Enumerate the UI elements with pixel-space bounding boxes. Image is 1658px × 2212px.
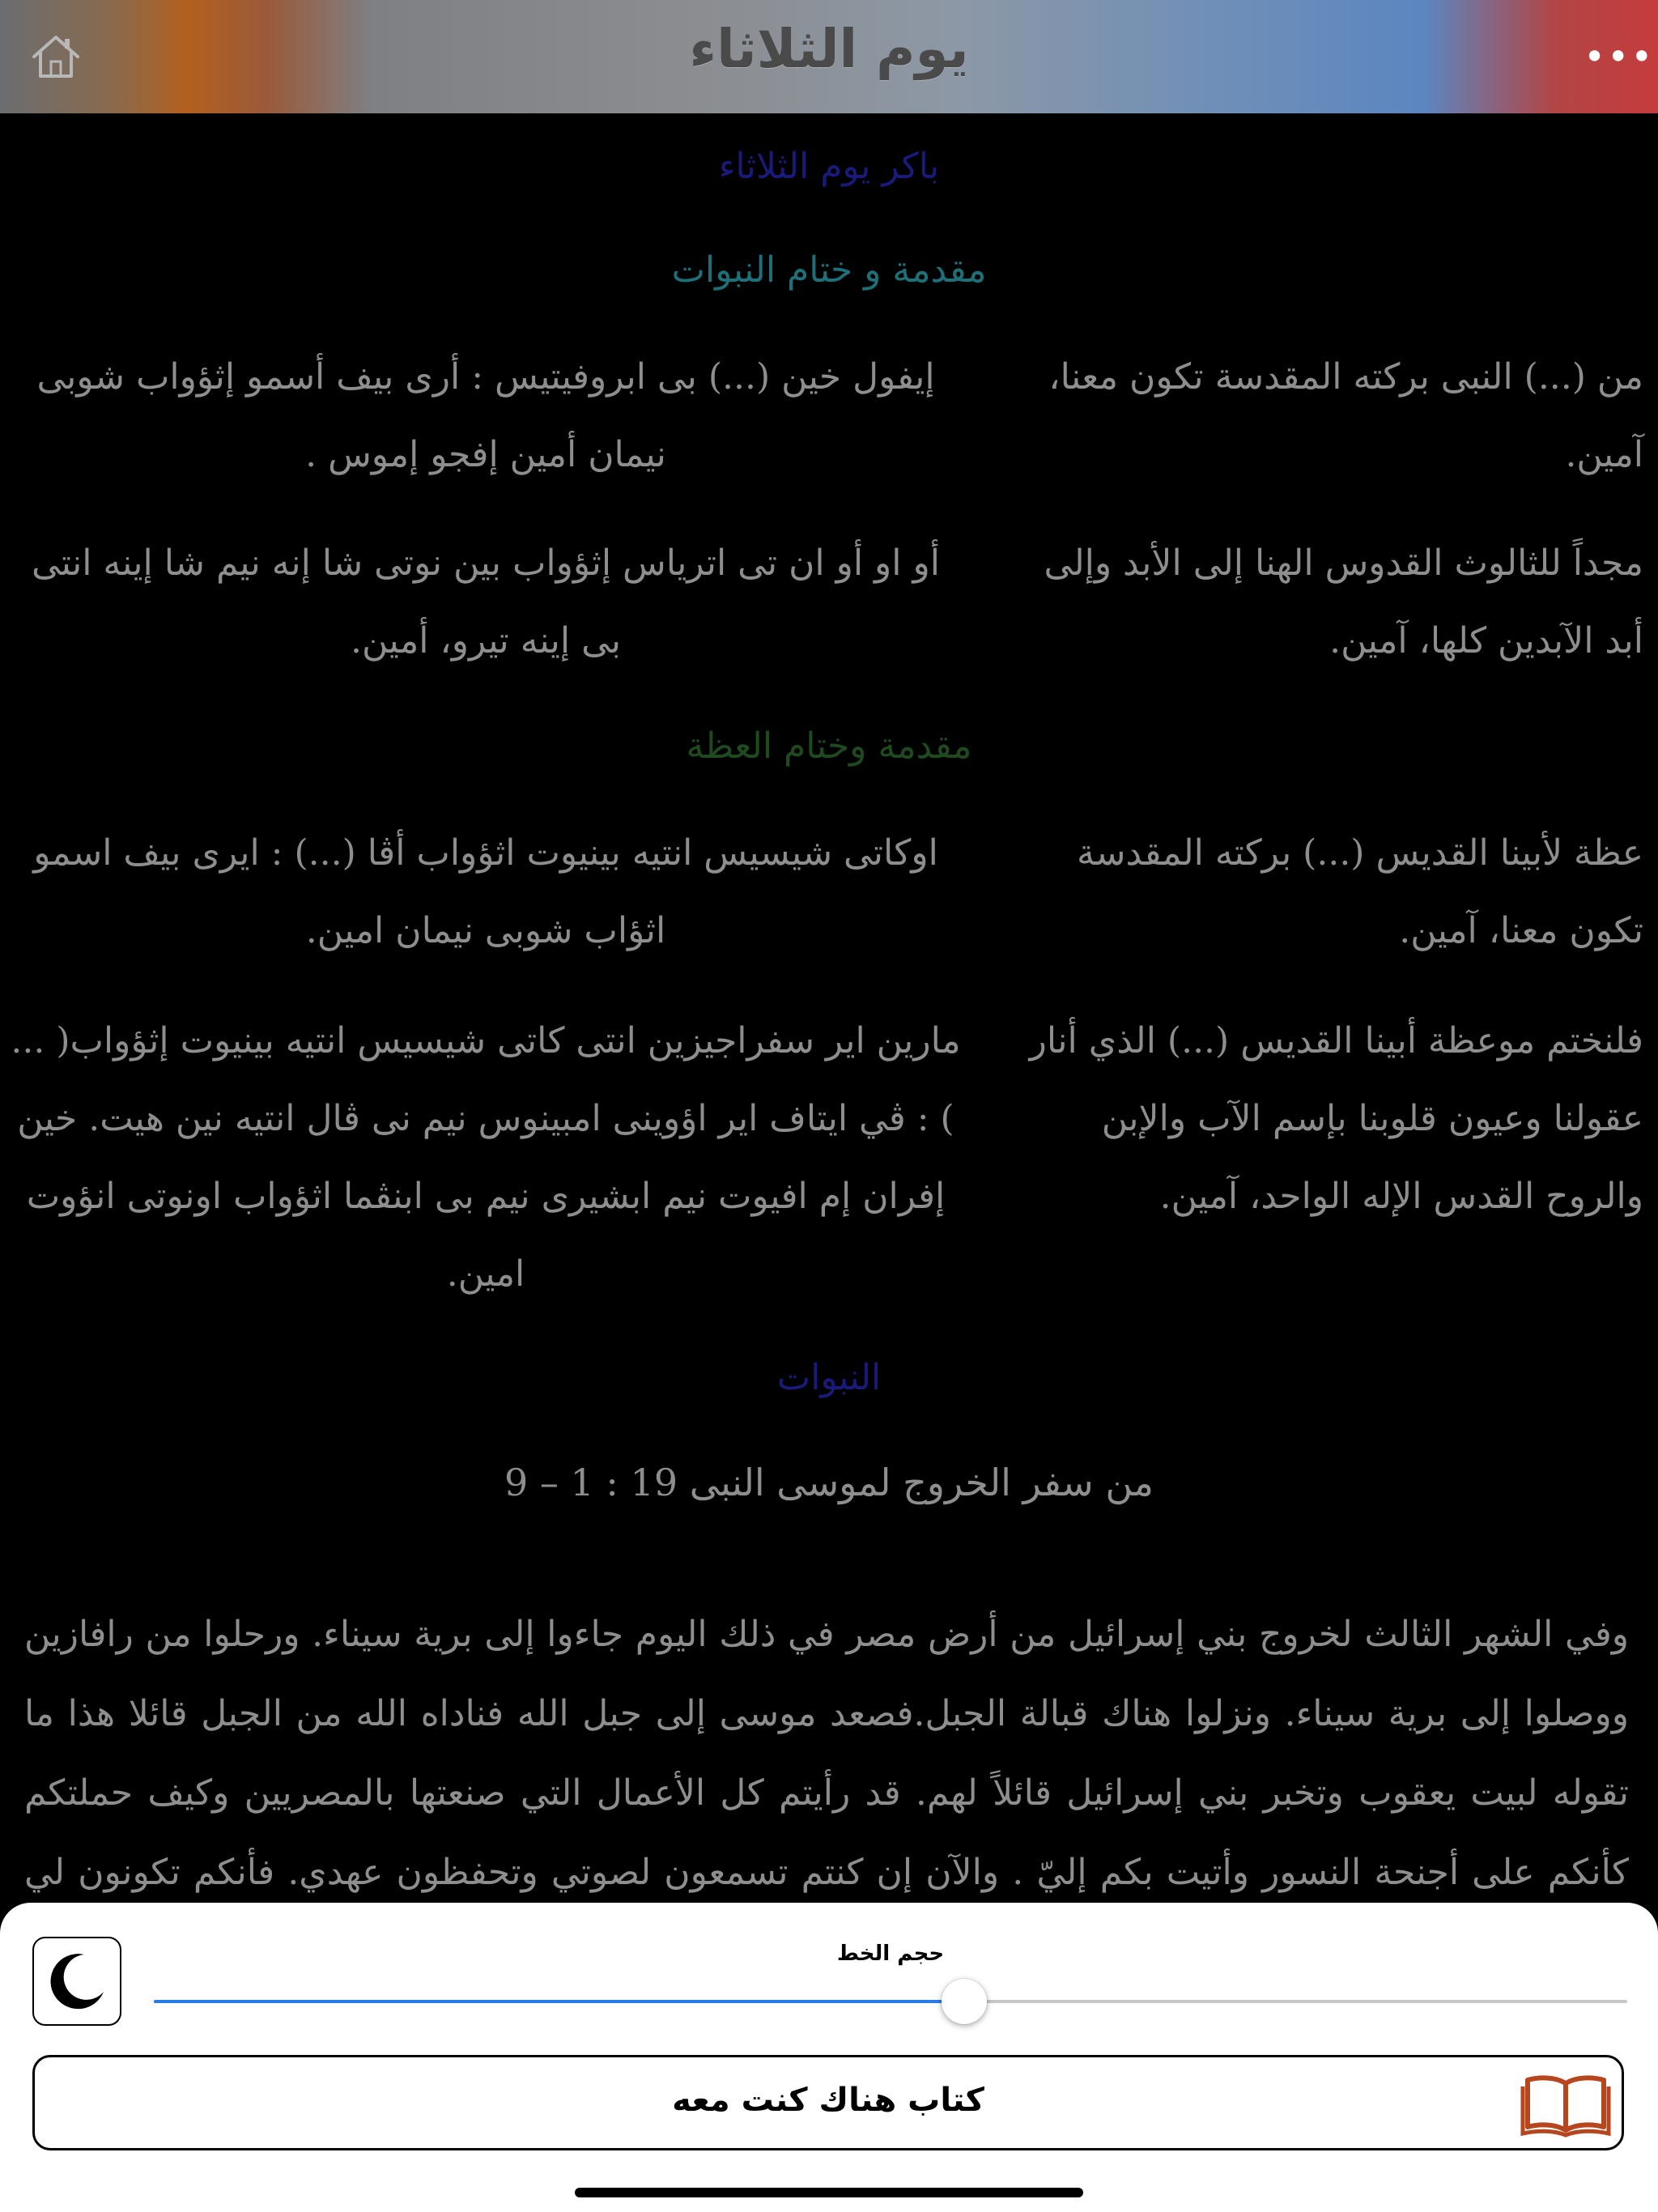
open-book-icon — [1521, 2072, 1610, 2137]
book-button-label: كتاب هناك كنت معه — [672, 2082, 984, 2119]
font-size-slider[interactable] — [154, 1977, 1627, 2026]
arabic-text-block: عظة لأبينا القديس (...) بركته المقدسة تكون معنا، آمين. — [1076, 832, 1643, 951]
liturgy-content[interactable] — [0, 113, 1658, 1903]
day-heading: باكر يوم الثلاثاء — [718, 146, 940, 187]
section-title-prophecies: النبوات — [776, 1357, 882, 1398]
page-title: يوم الثلاثاء — [689, 18, 969, 80]
coptic-transliteration-block: مارين اير سفراجيزين انتى كاتى شيسيس انتيه بينيوت إثؤواب( ... ) : ڤي ايتاف اير اؤوينى امبينوس نيم نى ڤال انتيه نين هيت. خين إفران إم افيوت نيم ابشيرى نيم بى ابنڤما اثؤواب اونوتى انؤوت امين. — [11, 1020, 961, 1295]
arabic-text-block: مجداً للثالوث القدوس الهنا إلى الأبد وإلى أبد الآبدين كلها، آمين. — [1044, 542, 1643, 661]
top-bar — [0, 0, 1658, 113]
slider-thumb[interactable] — [942, 1979, 987, 2024]
moon-icon — [34, 1938, 120, 2024]
home-indicator — [575, 2188, 1083, 2197]
night-mode-button[interactable] — [32, 1937, 121, 2026]
reading-reference: من سفر الخروج لموسى النبى 19 : 1 – 9 — [504, 1461, 1154, 1504]
settings-panel — [0, 1903, 1658, 2212]
section-title-prophecies-intro: مقدمة و ختام النبوات — [671, 249, 987, 291]
arabic-text-block: فلنختم موعظة أبينا القديس (...) الذي أنار عقولنا وعيون قلوبنا بإسم الآب والإبن والروح القدس الإله الواحد، آمين. — [1029, 1020, 1643, 1217]
section-title-homily-intro: مقدمة وختام العظة — [686, 725, 972, 767]
coptic-transliteration-block: إيفول خين (...) بى ابروفيتيس : أرى بيف أسمو إثؤواب شوبى نيمان أمين إفجو إموس . — [36, 356, 935, 475]
reading-text: وفي الشهر الثالث لخروج بني إسرائيل من أرض مصر في ذلك اليوم جاءوا إلى برية سيناء. ورحلوا من رافازين ووصلوا إلى برية سيناء. ونزلوا هناك قبالة الجبل.فصعد موسى إلى جبل الله فناداه الله من الجبل قائلا هذا ما تقوله لبيت يعقوب وتخبر بني إسرائيل قائلاً لهم. قد رأيتم كل الأعمال التي صنعتها بالمصريين وكيف حملتكم كأنكم على أجنحة النسور وأتيت بكم إليّ . والآن إن كنتم تسمعون لصوتي وتحفظون عهدي. فأنكم تكونون لي — [24, 1614, 1629, 1893]
more-dots-icon: ••• — [1584, 35, 1655, 79]
slider-fill — [154, 2000, 964, 2003]
coptic-transliteration-block: اوكاتى شيسيس انتيه بينيوت اثؤواب أڤا (...) : ايرى بيف اسمو اثؤاب شوبى نيمان امين. — [33, 832, 938, 951]
book-button[interactable] — [32, 2055, 1624, 2150]
more-options-button[interactable] — [1584, 35, 1655, 79]
arabic-text-block: من (...) النبى بركته المقدسة تكون معنا، آمين. — [1048, 356, 1643, 475]
font-size-label: حجم الخط — [836, 1942, 945, 1966]
coptic-transliteration-block: أو او أو ان تى اترياس إثؤواب بين نوتى شا إنه نيم شا إينه انتى بى إينه تيرو، أمين. — [32, 542, 940, 661]
